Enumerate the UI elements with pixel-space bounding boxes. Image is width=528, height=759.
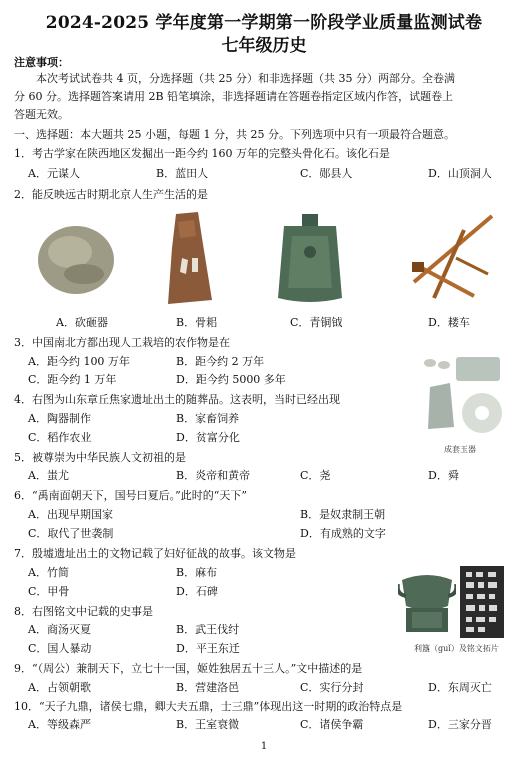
q3-option-b[interactable]: B．距今约 2 万年 (176, 355, 265, 368)
q1-option-b[interactable]: B．蓝田人 (156, 167, 209, 180)
plough-image (404, 210, 500, 306)
notice-line-1: 本次考试试卷共 4 页，分选择题（共 25 分）和非选择题（共 35 分）两部分。全卷满 (36, 72, 455, 85)
li-gui-vessel-image (398, 570, 456, 636)
q5-option-a[interactable]: A．蚩尤 (28, 469, 69, 482)
q1-option-c[interactable]: C．郧县人 (300, 167, 353, 180)
q10-option-b[interactable]: B．王室衰微 (176, 718, 240, 731)
bronze-axe-image (272, 212, 348, 304)
q7-option-d[interactable]: D．石碑 (176, 585, 218, 598)
q8-option-a[interactable]: A．商汤灭夏 (28, 623, 91, 636)
q5-option-d[interactable]: D．舜 (428, 469, 459, 482)
q2-option-b[interactable]: B．骨耜 (176, 316, 218, 329)
bone-spade-image (158, 208, 218, 308)
section-heading: 一、选择题：本大题共 25 小题，每题 1 分，共 25 分。下列选项中只有一项最符合题意。 (14, 128, 455, 141)
li-gui-caption: 利簋（guǐ）及铭文拓片 (414, 644, 499, 653)
question-5: 5．被尊崇为中华民族人文初祖的是 (14, 451, 186, 464)
inscription-rubbing-image (460, 566, 504, 638)
question-3: 3．中国南北方都出现人工栽培的农作物是在 (14, 336, 230, 349)
notice-heading: 注意事项： (14, 56, 69, 69)
notice-line-2: 分 60 分。选择题答案请用 2B 铅笔填涂，非选择题请在答题卷指定区域内作答，试题卷上 (14, 90, 454, 103)
q8-option-d[interactable]: D．平王东迁 (176, 642, 240, 655)
q7-option-a[interactable]: A．竹简 (28, 566, 69, 579)
q6-option-a[interactable]: A．出现早期国家 (28, 508, 113, 521)
q2-option-a[interactable]: A．砍砸器 (56, 316, 108, 329)
q9-option-d[interactable]: D．东周灭亡 (428, 681, 492, 694)
notice-line-3: 答题无效。 (14, 108, 69, 121)
q9-option-b[interactable]: B．营建洛邑 (176, 681, 240, 694)
q6-option-c[interactable]: C．取代了世袭制 (28, 527, 114, 540)
page-number: 1 (260, 741, 268, 752)
question-2: 2．能反映远古时期北京人生产生活的是 (14, 188, 208, 201)
question-4: 4．右图为山东章丘焦家遗址出土的随葬品。这表明，当时已经出现 (14, 393, 340, 406)
stone-hammer-image (34, 212, 118, 302)
q4-option-a[interactable]: A．陶器制作 (28, 412, 91, 425)
jade-set-caption: 成套玉器 (444, 445, 476, 454)
q6-option-b[interactable]: B．是奴隶制王朝 (300, 508, 386, 521)
q4-option-d[interactable]: D．贫富分化 (176, 431, 240, 444)
q3-option-c[interactable]: C．距今约 1 万年 (28, 373, 117, 386)
q10-option-d[interactable]: D．三家分晋 (428, 718, 492, 731)
question-10: 10．“天子九鼎，诸侯七鼎，卿大夫五鼎，士三鼎”体现出这一时期的政治特点是 (14, 700, 403, 713)
question-1: 1．考古学家在陕西地区发掘出一距今约 160 万年的完整头骨化石。该化石是 (14, 147, 390, 160)
jade-set-image (420, 355, 508, 439)
q1-option-d[interactable]: D．山顶洞人 (428, 167, 492, 180)
q2-option-d[interactable]: D．耧车 (428, 316, 470, 329)
exam-title: 2024-2025 学年度第一学期第一阶段学业质量监测试卷 (45, 13, 483, 33)
q8-option-c[interactable]: C．国人暴动 (28, 642, 92, 655)
q7-option-b[interactable]: B．麻布 (176, 566, 218, 579)
q5-option-b[interactable]: B．炎帝和黄帝 (176, 469, 251, 482)
q10-option-c[interactable]: C．诸侯争霸 (300, 718, 364, 731)
q9-option-a[interactable]: A．占领朝歌 (28, 681, 91, 694)
q4-option-c[interactable]: C．稻作农业 (28, 431, 92, 444)
q3-option-d[interactable]: D．距今约 5000 多年 (176, 373, 286, 386)
question-9: 9．“（周公）兼制天下，立七十一国，姬姓独居五十三人。”文中描述的是 (14, 662, 363, 675)
question-6: 6．“禹南面朝天下，国号曰夏后。”此时的“天下” (14, 489, 247, 502)
q7-option-c[interactable]: C．甲骨 (28, 585, 70, 598)
question-8: 8．右图铭文中记载的史事是 (14, 605, 153, 618)
q8-option-b[interactable]: B．武王伐纣 (176, 623, 240, 636)
q1-option-a[interactable]: A．元谋人 (28, 167, 80, 180)
q5-option-c[interactable]: C．尧 (300, 469, 331, 482)
exam-subtitle: 七年级历史 (221, 36, 307, 56)
q10-option-a[interactable]: A．等级森严 (28, 718, 91, 731)
q9-option-c[interactable]: C．实行分封 (300, 681, 364, 694)
q2-option-c[interactable]: C．青铜钺 (290, 316, 343, 329)
q6-option-d[interactable]: D．有成熟的文字 (300, 527, 386, 540)
question-7: 7．殷墟遗址出土的文物记载了妇好征战的故事。该文物是 (14, 547, 296, 560)
q3-option-a[interactable]: A．距今约 100 万年 (28, 355, 130, 368)
q4-option-b[interactable]: B．家畜饲养 (176, 412, 240, 425)
